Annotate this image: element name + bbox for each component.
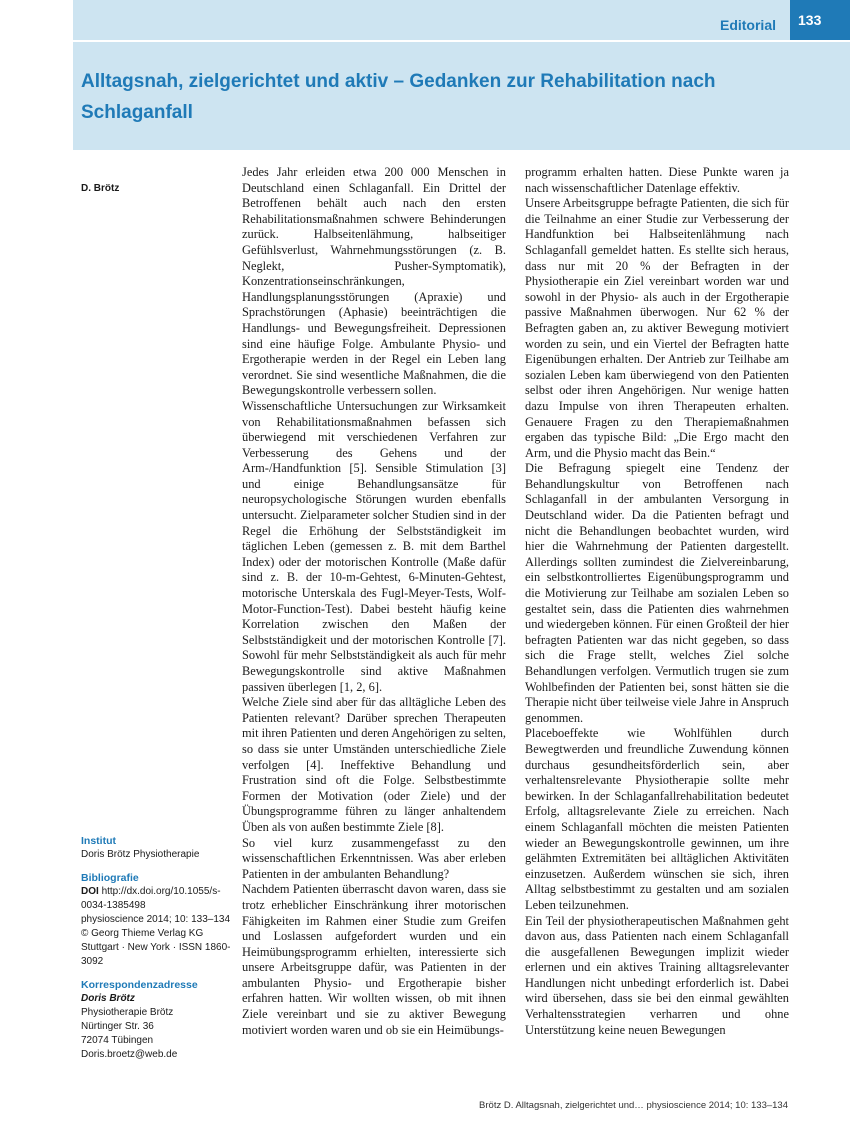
body-paragraph: programm erhalten hatten. Diese Punkte waren ja nach wissenschaftlicher Datenlage effektiv. <box>525 165 789 195</box>
body-paragraph: Wissenschaftliche Untersuchungen zur Wirksamkeit von Rehabilitationsmaßnahmen befassen sich überwiegend mit verschiedenen Verfahren zur Verbesserung des Gehens und der Arm-/Handfunktion [5]. Sensible Stimulation [3] und einige Behandlungsansätze für neuropsychologische Störungen wurden ebenfalls untersucht. Zielparameter solcher Studien sind in der Regel die Erhöhung der Selbstständigkeit im täglichen Leben (gemessen z. B. mit dem Barthel Index) oder der motorischen Kontrolle (Maße dafür sind z. B. der 10-m-Gehtest, 6-Minuten-Gehtest, motorische Unterskala des Fugl-Meyer-Tests, Wolf-Motor-Function-Test). Dabei besteht häufig keine Korrelation zwischen den Maßen der Selbstständigkeit und der motorischen Kontrolle [7]. Sowohl für mehr Selbstständigkeit als auch für mehr Bewegungskontrolle sind aktive Maßnahmen passiven überlegen [1, 2, 6]. <box>242 398 506 694</box>
body-paragraph: Nachdem Patienten überrascht davon waren, dass sie trotz erheblicher Einschränkung ihrer motorischen Fähigkeiten im Rahmen einer Studie zum Greifen und Loslassen aufgefordert wurden und ein Heimübungsprogramm erhielten, interessierte sich unsere Arbeitsgruppe dafür, was Patienten in der ambulanten Physio- und Ergotherapie bisher erfahren hatten. Wir wollten wissen, ob mit ihnen Ziele vereinbart und sie zu aktiver Bewegung motiviert worden waren und ob sie ein Heimübungs- <box>242 882 506 1037</box>
doi-link[interactable]: http://dx.doi.org/10.1055/s-0034-1385498 <box>81 886 221 911</box>
header-divider <box>73 40 850 42</box>
bibliografie-block <box>81 871 231 969</box>
body-paragraph: Die Befragung spiegelt eine Tendenz der Behandlungskultur von Betroffenen nach Schlaganfall in der ambulanten Versorgung in Deutschland wider. Da die Patienten befragt und nicht die Behandlungen beobachtet wurden, wird hier die Wahrnehmung der Patienten dargestellt. Allerdings sollten zumindest die Zielvereinbarung, ein selbstkontrolliertes Eigenübungsprogramm und die Motivierung zur Teilhabe am sozialen Leben so gestaltet sein, dass die Patienten dies wahrnehmen und wiedergeben können. Für einen Großteil der hier befragten Patienten war das nicht gegeben, so dass sich die Frage stellt, welches Ziel solche Behandlungen verfolgen. Vermutlich trugen sie zum Wohlbefinden der Patienten bei, sonst hätten sie die Therapie nicht über teilweise viele Jahre in Anspruch genommen. <box>525 461 789 725</box>
body-column-2 <box>525 165 789 1038</box>
article-info-sidebar <box>81 834 231 1071</box>
body-column-1 <box>242 165 506 1038</box>
body-paragraph: Ein Teil der physiotherapeutischen Maßnahmen geht davon aus, dass Patienten nach einem Schlaganfall die ausgefallenen Bewegungen implizit wieder erlernen und ein aktives Training alltagsrelevanter Handlungen nicht unbedingt erforderlich ist. Dabei wird übersehen, dass sie bei den einmal gewählten Verhaltensstrategien verharren und ohne Unterstützung keine neuen Bewegungen <box>525 913 789 1037</box>
body-paragraph: Welche Ziele sind aber für das alltägliche Leben des Patienten relevant? Darüber sprechen Therapeuten mit ihren Patienten und deren Angehörigen zu selten, so dass sie unter Umständen unterschiedliche Ziele verfolgen [4]. Ineffektive Behandlung und Frustration sind oft die Folge. Selbstbestimmte Formen der Motivation (oder Ziele) und der Übungsprogramme führen zu länger anhaltendem Üben als von außen bestimmte Ziele [8]. <box>242 695 506 834</box>
institut-text: Doris Brötz Physiotherapie <box>81 849 200 860</box>
article-title: Alltagsnah, zielgerichtet und aktiv – Gedanken zur Rehabilitation nach Schlaganfall <box>81 71 716 123</box>
body-paragraph: Jedes Jahr erleiden etwa 200 000 Menschen in Deutschland einen Schlaganfall. Ein Drittel der Betroffenen behält auch nach den ersten Rehabilitationsmaßnahmen schwere Behinderungen zurück. Halbseitenlähmung, halbseitiger Gefühlsverlust, Wahrnehmungsstörungen (z. B. Neglekt, Pusher-Symptomatik), Konzentrationseinschränkungen, Handlungsplanungsstörungen (Apraxie) und Sprachstörungen (Aphasie) beeinträchtigen die Handlungs- und Bewegungsfreiheit. Depressionen sind eine häufige Folge. Ambulante Physio- und Ergotherapie werden in der Regel ein Leben lang verordnet. Sie sind wesentliche Maßnahmen, die die Bewegungskontrolle verbessern sollen. <box>242 165 506 398</box>
page-footer: Brötz D. Alltagsnah, zielgerichtet und… physioscience 2014; 10: 133–134 <box>479 1100 788 1111</box>
institut-heading: Institut <box>81 835 116 847</box>
institut-block <box>81 834 231 862</box>
page-number: 133 <box>790 0 850 40</box>
body-paragraph: Placeboeffekte wie Wohlfühlen durch Bewegtwerden und freundliche Zuwendung können durchaus gesundheitsförderlich sein, aber verhaltensrelevante Physiotherapie sollte mehr bewirken. In der Schlaganfallrehabilitation bedeutet Erfolg, alltagsrelevante Ziele zu erreichen. Nach einem Schlaganfall möchten die meisten Patienten wieder an Bewegungskontrolle gewinnen, um ihre gelähmten Extremitäten bei alltäglichen Aktivitäten einzusetzen. Außerdem wünschen sie sich, ihren Alltag selbstbestimmt zu gestalten und am sozialen Leben teilzunehmen. <box>525 726 789 912</box>
doi-line <box>81 885 231 913</box>
corr-line: Nürtinger Str. 36 <box>81 1021 154 1032</box>
author-name: D. Brötz <box>81 183 120 194</box>
section-label: Editorial <box>719 17 776 33</box>
body-paragraph: So viel kurz zusammengefasst zu den wissenschaftlichen Erkenntnissen. Was aber erleben Patienten in der ambulanten Behandlung? <box>242 835 506 881</box>
corr-line: 72074 Tübingen <box>81 1035 154 1046</box>
citation-text: physioscience 2014; 10: 133–134 © Georg Thieme Verlag KG Stuttgart · New York · ISSN 1860-3092 <box>81 914 231 967</box>
corr-line: Physiotherapie Brötz <box>81 1007 174 1018</box>
corr-name: Doris Brötz <box>81 993 135 1004</box>
corr-email[interactable]: Doris.broetz@web.de <box>81 1049 178 1060</box>
doi-label: DOI <box>81 886 99 897</box>
body-paragraph: Unsere Arbeitsgruppe befragte Patienten, die sich für die Teilnahme an einer Studie zur Verbesserung der Handfunktion bei Halbseitenlähmung nach Schlaganfall gemeldet hatten. Es stellte sich heraus, dass nur mit 20 % der Befragten in der Physiotherapie ein Ziel vereinbart worden war und sowohl in der Physio- als auch in der Ergotherapie passive Maßnahmen überwogen. Nur 62 % der Befragten gaben an, zu aktiver Bewegung motiviert worden zu sein, und ein Viertel der Befragten hatte Eigenübungen erhalten. Der Antrieb zur Teilhabe am sozialen Leben kam überwiegend von den Patienten selbst oder ihren Angehörigen. Nur wenige hatten dazu Impulse von ihren Therapeuten erhalten. Genauere Fragen zu den Therapiemaßnahmen ergaben das typische Bild: „Die Ergo macht den Arm, und die Physio macht das Bein.“ <box>525 196 789 460</box>
bibliografie-heading: Bibliografie <box>81 872 139 884</box>
korrespondenz-heading: Korrespondenzadresse <box>81 979 198 991</box>
korrespondenz-block <box>81 978 231 1062</box>
